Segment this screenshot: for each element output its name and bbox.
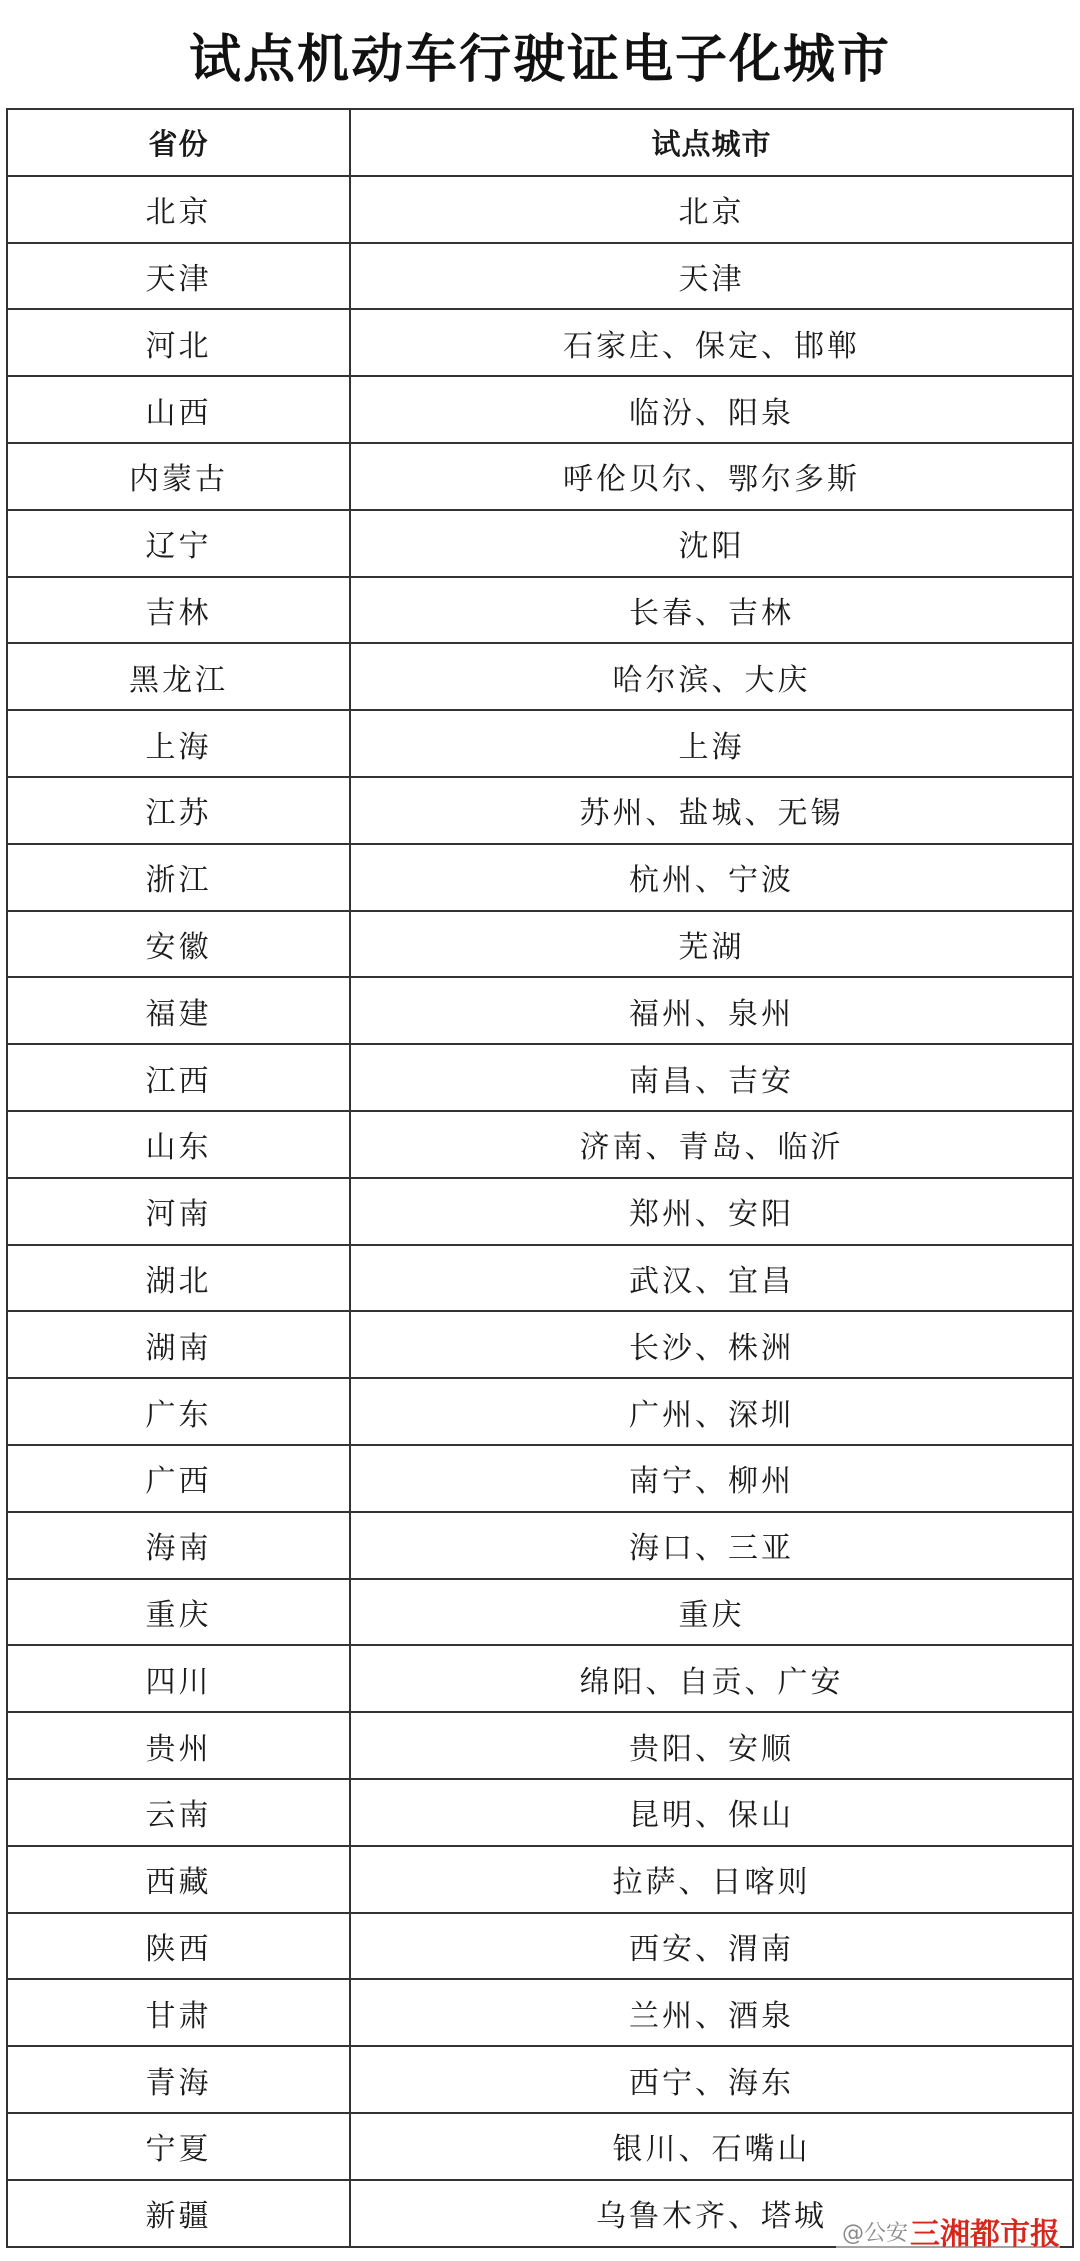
pilot-cities-cell: 乌鲁木齐、塔城 xyxy=(351,2181,1074,2246)
pilot-cities-cell: 海口、三亚 xyxy=(351,1513,1074,1578)
pilot-cities-cell: 绵阳、自贡、广安 xyxy=(351,1646,1074,1711)
province-cell: 河南 xyxy=(8,1179,351,1244)
province-cell: 陕西 xyxy=(8,1914,351,1979)
table-row xyxy=(8,1379,1074,1446)
table-row xyxy=(8,778,1074,845)
province-cell: 辽宁 xyxy=(8,511,351,576)
pilot-cities-cell: 济南、青岛、临沂 xyxy=(351,1112,1074,1177)
table-row xyxy=(8,1312,1074,1379)
table-row xyxy=(8,1980,1074,2047)
table-row xyxy=(8,1847,1074,1914)
province-cell: 内蒙古 xyxy=(8,444,351,509)
table-row xyxy=(8,1246,1074,1313)
pilot-cities-cell: 沈阳 xyxy=(351,511,1074,576)
province-cell: 湖北 xyxy=(8,1246,351,1311)
table-row xyxy=(8,310,1074,377)
table-row xyxy=(8,2047,1074,2114)
table-row xyxy=(8,2114,1074,2181)
table-row xyxy=(8,244,1074,311)
watermark xyxy=(836,2208,1060,2254)
table-row xyxy=(8,1513,1074,1580)
province-cell: 新疆 xyxy=(8,2181,351,2246)
province-cell: 甘肃 xyxy=(8,1980,351,2045)
pilot-cities-cell: 昆明、保山 xyxy=(351,1780,1074,1845)
province-cell: 河北 xyxy=(8,310,351,375)
table-row xyxy=(8,377,1074,444)
province-cell: 黑龙江 xyxy=(8,644,351,709)
pilot-cities-cell: 郑州、安阳 xyxy=(351,1179,1074,1244)
table-row xyxy=(8,644,1074,711)
pilot-cities-cell: 芜湖 xyxy=(351,912,1074,977)
pilot-cities-cell: 兰州、酒泉 xyxy=(351,1980,1074,2045)
province-cell: 宁夏 xyxy=(8,2114,351,2179)
pilot-cities-cell: 长沙、株洲 xyxy=(351,1312,1074,1377)
pilot-cities-table xyxy=(6,108,1074,2248)
table-row xyxy=(8,711,1074,778)
pilot-cities-cell: 银川、石嘴山 xyxy=(351,2114,1074,2179)
province-cell: 上海 xyxy=(8,711,351,776)
province-cell: 北京 xyxy=(8,177,351,242)
table-header-row xyxy=(8,110,1074,177)
pilot-cities-cell: 南宁、柳州 xyxy=(351,1446,1074,1511)
province-cell: 云南 xyxy=(8,1780,351,1845)
pilot-cities-cell: 贵阳、安顺 xyxy=(351,1713,1074,1778)
pilot-cities-cell: 广州、深圳 xyxy=(351,1379,1074,1444)
table-row xyxy=(8,1580,1074,1647)
table-row xyxy=(8,1045,1074,1112)
pilot-cities-cell: 拉萨、日喀则 xyxy=(351,1847,1074,1912)
table-row xyxy=(8,578,1074,645)
table-row xyxy=(8,1713,1074,1780)
table-row xyxy=(8,912,1074,979)
header-province: 省份 xyxy=(8,110,351,175)
province-cell: 吉林 xyxy=(8,578,351,643)
province-cell: 浙江 xyxy=(8,845,351,910)
table-row xyxy=(8,1914,1074,1981)
pilot-cities-cell: 呼伦贝尔、鄂尔多斯 xyxy=(351,444,1074,509)
province-cell: 江西 xyxy=(8,1045,351,1110)
table-row xyxy=(8,177,1074,244)
province-cell: 贵州 xyxy=(8,1713,351,1778)
province-cell: 重庆 xyxy=(8,1580,351,1645)
table-row xyxy=(8,978,1074,1045)
table-row xyxy=(8,1446,1074,1513)
province-cell: 山东 xyxy=(8,1112,351,1177)
province-cell: 天津 xyxy=(8,244,351,309)
province-cell: 四川 xyxy=(8,1646,351,1711)
table-row xyxy=(8,845,1074,912)
province-cell: 广西 xyxy=(8,1446,351,1511)
pilot-cities-cell: 苏州、盐城、无锡 xyxy=(351,778,1074,843)
watermark-brand: 三湘都市报 xyxy=(910,2217,1061,2252)
province-cell: 江苏 xyxy=(8,778,351,843)
table-row xyxy=(8,1780,1074,1847)
province-cell: 广东 xyxy=(8,1379,351,1444)
pilot-cities-cell: 武汉、宜昌 xyxy=(351,1246,1074,1311)
table-row xyxy=(8,1179,1074,1246)
table-row xyxy=(8,444,1074,511)
pilot-cities-cell: 杭州、宁波 xyxy=(351,845,1074,910)
pilot-cities-cell: 上海 xyxy=(351,711,1074,776)
header-pilot-cities: 试点城市 xyxy=(351,110,1074,175)
province-cell: 海南 xyxy=(8,1513,351,1578)
pilot-cities-cell: 临汾、阳泉 xyxy=(351,377,1074,442)
pilot-cities-cell: 天津 xyxy=(351,244,1074,309)
table-row xyxy=(8,1646,1074,1713)
province-cell: 湖南 xyxy=(8,1312,351,1377)
province-cell: 西藏 xyxy=(8,1847,351,1912)
pilot-cities-cell: 北京 xyxy=(351,177,1074,242)
province-cell: 福建 xyxy=(8,978,351,1043)
pilot-cities-cell: 西宁、海东 xyxy=(351,2047,1074,2112)
table-body xyxy=(8,177,1074,2248)
pilot-cities-cell: 石家庄、保定、邯郸 xyxy=(351,310,1074,375)
pilot-cities-cell: 福州、泉州 xyxy=(351,978,1074,1043)
province-cell: 青海 xyxy=(8,2047,351,2112)
province-cell: 山西 xyxy=(8,377,351,442)
table-row xyxy=(8,1112,1074,1179)
pilot-cities-cell: 重庆 xyxy=(351,1580,1074,1645)
pilot-cities-cell: 南昌、吉安 xyxy=(351,1045,1074,1110)
pilot-cities-cell: 西安、渭南 xyxy=(351,1914,1074,1979)
province-cell: 安徽 xyxy=(8,912,351,977)
watermark-prefix: @公安 xyxy=(842,2220,909,2246)
page-title: 试点机动车行驶证电子化城市 xyxy=(188,30,891,90)
pilot-cities-cell: 长春、吉林 xyxy=(351,578,1074,643)
pilot-cities-cell: 哈尔滨、大庆 xyxy=(351,644,1074,709)
table-row xyxy=(8,511,1074,578)
